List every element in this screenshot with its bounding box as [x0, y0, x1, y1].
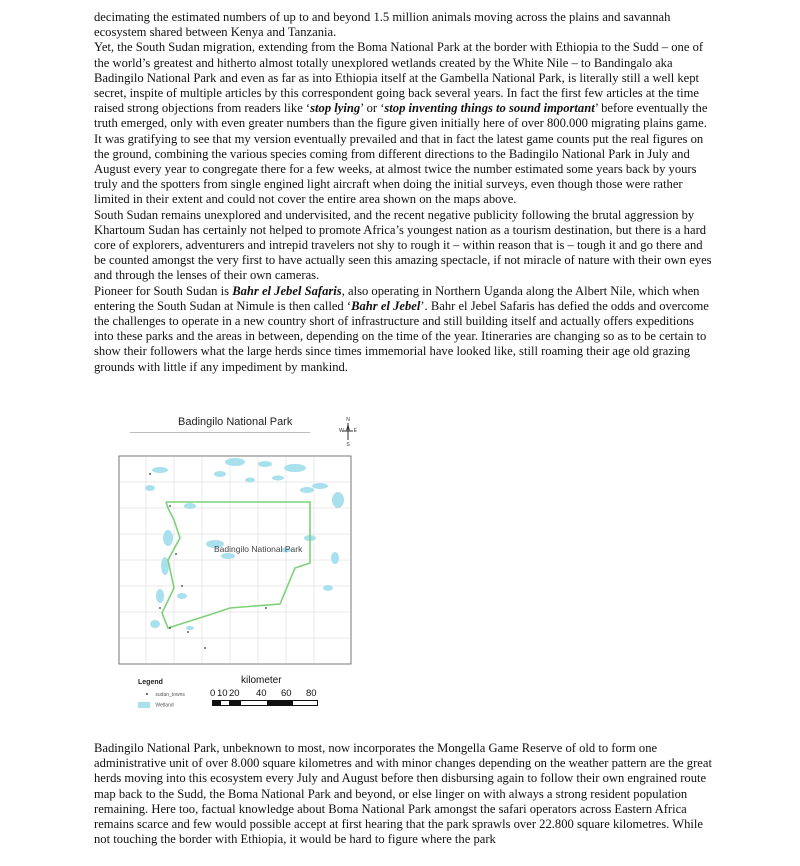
- text-run: ’ before eventually the truth emerged, only with even greater numbers than the figure given initially here of over 800.000 migrating plains game.: [94, 101, 708, 131]
- scale-tick: 60: [281, 688, 292, 699]
- scale-tick: 80: [306, 688, 317, 699]
- legend-item-towns: [138, 692, 185, 698]
- map-title-rule: [130, 432, 310, 433]
- legend-title: Legend: [138, 679, 163, 686]
- map-canvas: [110, 448, 370, 673]
- compass-w: W: [339, 428, 344, 434]
- legend-item-wetland: [138, 702, 174, 708]
- emphasis-run: [310, 101, 360, 115]
- text-run: Pioneer for South Sudan is: [94, 283, 233, 298]
- text-run: Yet, the South Sudan migration, extending from the Boma National Park at the border with Ethiopia to the Sudd – one of the world’s greatest and hitherto almost totally unexplored wetlands created by the White Nile – to Bandingalo aka Badingilo National Park and even as far as into Ethiopia itself at the Gambella National Park, is literally still a well kept secret, inspite of multiple articles by this correspondent going back several years. In fact the first few articles at the time raised strong objections from readers like ‘: [94, 40, 704, 116]
- scale-tick: 40: [256, 688, 267, 699]
- emphasis-run: [384, 101, 594, 115]
- text-run: It was gratifying to see that my version eventually prevailed and that in fact the latest game counts put the real figures on the ground, combining the various species coming from different directions to the Badingilo National Park in July and August every year to congregate there for a few weeks, at almost twice the number estimated some years back by yours truly and the spotters from single engined light aircraft when doing the initial surveys, even though those were rather limited in their extent and could not cover the entire area shown on the maps above.: [94, 131, 704, 207]
- article-paragraph: [94, 208, 714, 284]
- article-text-bottom: [94, 741, 714, 847]
- badingilo-map-figure: [110, 408, 370, 718]
- article-paragraph: [94, 132, 714, 208]
- scale-bar: [212, 700, 318, 706]
- emphasis-text: Bahr el Jebel Safaris: [232, 283, 342, 298]
- emphasis-text: stop inventing things to sound important: [384, 101, 595, 116]
- emphasis-text: Bahr el Jebel: [351, 298, 421, 313]
- emphasis-run: [232, 284, 342, 298]
- legend-item-towns-label: sudan_towns: [155, 692, 185, 698]
- compass-s: S: [346, 442, 350, 448]
- legend-item-wetland-label: Wetland: [155, 702, 174, 709]
- compass-e: E: [353, 428, 357, 434]
- wetland-swatch-icon: [138, 702, 150, 708]
- article-paragraph: [94, 10, 714, 40]
- emphasis-text: stop lying: [310, 101, 361, 116]
- text-run: , also operating in Northern Uganda along the Albert Nile, which when entering the South Sudan at Nimule is then called ‘: [94, 283, 700, 313]
- text-run: decimating the estimated numbers of up to and beyond 1.5 million animals moving across the plains and savannah ecosystem shared between Kenya and Tanzania.: [94, 10, 671, 40]
- scale-title: kilometer: [241, 675, 282, 686]
- emphasis-run: [351, 299, 420, 313]
- scale-tick: 0: [210, 688, 216, 699]
- map-title: Badingilo National Park: [178, 416, 293, 428]
- article-paragraph: [94, 741, 714, 847]
- scale-tick: 20: [229, 688, 240, 699]
- text-run: ’. Bahr el Jebel Safaris has defied the odds and overcome the challenges to operate in a new country short of infrastructure and still building itself and actually offers expeditions into these parks and the areas in between, depending on the time of the year. Itineraries are changing so as to be certain to show their followers what the large herds since times immemorial have looked like, still roaming their age old grazing grounds with little if any impediment by mankind.: [94, 298, 709, 374]
- scale-tick: 10: [217, 688, 228, 699]
- article-paragraph: [94, 284, 714, 375]
- compass-icon: [338, 414, 358, 448]
- park-label: Badingilo National Park: [214, 544, 303, 554]
- text-run: South Sudan remains unexplored and undervisited, and the recent negative publicity following the brutal aggression by Khartoum Sudan has certainly not helped to promote Africa’s youngest nation as a tourism destination, but there is a hard core of explorers, adventurers and intrepid travelers not shy to rough it – within reason that is – tough it and go there and be counted amongst the very first to have actually seen this amazing spectacle, if not miracle of nature with their own eyes and through the lenses of their own cameras.: [94, 207, 712, 283]
- text-run: Badingilo National Park, unbeknown to most, now incorporates the Mongella Game Reserve of old to form one administrative unit of over 8.000 square kilometres and with minor changes depending on the weather pattern are the great herds moving into this ecosystem every July and August before then disbursing again to follow their own engrained route map back to the Sudd, the Boma National Park and beyond, or else linger on with always a strong resident population remaining. Here too, factual knowledge about Boma National Park amongst the safari operators across Eastern Africa remains scarce and few would possible accept at first hearing that the park sprawls over 22.800 square kilometres. While not touching the border with Ethiopia, it would be hard to figure where the park: [94, 741, 712, 847]
- article-paragraph: [94, 40, 714, 131]
- text-run: ’ or ‘: [360, 101, 385, 116]
- article-text-top: [94, 10, 714, 375]
- compass-n: N: [346, 417, 350, 423]
- town-marker-icon: [146, 693, 148, 695]
